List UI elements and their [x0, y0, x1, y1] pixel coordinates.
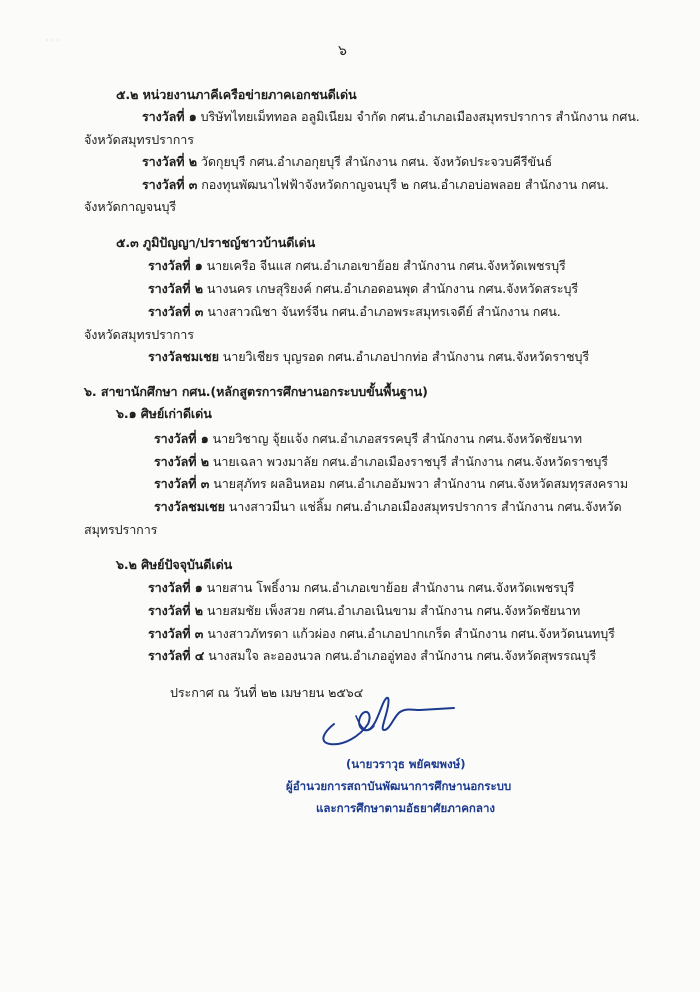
award-label: รางวัลชมเชย	[148, 349, 219, 364]
award-line	[154, 475, 628, 493]
award-line-cont: จังหวัดสมุทรปราการ	[84, 132, 194, 147]
award-label: รางวัลที่ ๒	[148, 603, 203, 618]
handwritten-signature	[316, 686, 466, 750]
section-6-2-heading: ๖.๒ ศิษย์ปัจจุบันดีเด่น	[116, 557, 233, 572]
award-text: นายสาน โพธิ์งาม กศน.อำเภอเขาย้อย สำนักงาน กศน.จังหวัดเพชรบุรี	[206, 580, 575, 595]
award-text: นายสุภัทร ผลอินหอม กศน.อำเภออัมพวา สำนักงาน กศน.จังหวัดสมทุรสงคราม	[213, 476, 629, 491]
award-label: รางวัลที่ ๒	[148, 281, 203, 296]
award-line	[142, 153, 552, 171]
award-line	[154, 430, 582, 448]
award-line-cont: จังหวัดสมุทรปราการ	[84, 327, 194, 342]
award-line	[148, 348, 589, 366]
award-label: รางวัลชมเชย	[154, 499, 225, 514]
award-label: รางวัลที่ ๓	[142, 177, 198, 192]
award-label: รางวัลที่ ๑	[154, 431, 209, 446]
award-line	[148, 579, 574, 597]
award-text: นางสาวภัทรดา แก้วผ่อง กศน.อำเภอปากเกร็ด สำนักงาน กศน.จังหวัดนนทบุรี	[207, 626, 615, 641]
award-line	[148, 257, 566, 275]
award-text: กองทุนพัฒนาไฟฟ้าจังหวัดกาญจนบุรี ๒ กศน.อำเภอบ่อพลอย สำนักงาน กศน.	[201, 177, 609, 192]
award-line-cont: สมุทรปราการ	[84, 522, 158, 537]
award-text: นายวิเชียร บุญรอด กศน.อำเภอปากท่อ สำนักงาน กศน.จังหวัดราชบุรี	[222, 349, 590, 364]
award-label: รางวัลที่ ๒	[142, 154, 197, 169]
signer-name: (นายวราวุธ พยัคฆพงษ์)	[346, 757, 466, 771]
signer-title-line1: ผู้อำนวยการสถาบันพัฒนาการศึกษานอกระบบ	[286, 779, 512, 793]
scan-speck: · · ·	[46, 36, 59, 45]
award-text: นายเฉลา พวงมาลัย กศน.อำเภอเมืองราชบุรี สำนักงาน กศน.จังหวัดราชบุรี	[212, 454, 608, 469]
award-line	[154, 453, 608, 471]
award-label: รางวัลที่ ๓	[154, 476, 210, 491]
award-line	[148, 280, 578, 298]
award-line	[148, 602, 580, 620]
award-line	[148, 303, 561, 321]
award-text: วัดกุยบุรี กศน.อำเภอกุยบุรี สำนักงาน กศน. จังหวัดประจวบคีรีขันธ์	[200, 154, 553, 169]
award-text: นายสมชัย เพ็งสวย กศน.อำเภอเนินขาม สำนักงาน กศน.จังหวัดชัยนาท	[206, 603, 581, 618]
section-6-heading: ๖. สาขานักศึกษา กศน.(หลักสูตรการศึกษานอกระบบขั้นพื้นฐาน)	[84, 384, 428, 399]
page-number: ๖	[338, 43, 347, 59]
award-line-cont: จังหวัดกาญจนบุรี	[84, 199, 177, 214]
award-text: บริษัทไทยเม็ททอล อลูมิเนียม จำกัด กศน.อำเภอเมืองสมุทรปราการ สำนักงาน กศน.	[200, 109, 640, 124]
signer-title-line2: และการศึกษาตามอัธยาศัยภาคกลาง	[316, 801, 496, 815]
section-6-1-heading: ๖.๑ ศิษย์เก่าดีเด่น	[116, 406, 212, 421]
award-text: นางสมใจ ละอองนวล กศน.อำเภออู่ทอง สำนักงาน กศน.จังหวัดสุพรรณบุรี	[208, 648, 597, 663]
section-5-3-heading: ๕.๓ ภูมิปัญญา/ปราชญ์ชาวบ้านดีเด่น	[116, 235, 316, 250]
award-text: นางสาวณิชา จันทร์จีน กศน.อำเภอพระสมุทรเจดีย์ สำนักงาน กศน.	[207, 304, 561, 319]
award-label: รางวัลที่ ๓	[148, 626, 204, 641]
award-label: รางวัลที่ ๔	[148, 648, 205, 663]
award-line	[142, 176, 609, 194]
award-line	[148, 647, 596, 665]
award-label: รางวัลที่ ๑	[142, 109, 197, 124]
award-line	[154, 498, 622, 516]
award-label: รางวัลที่ ๑	[148, 580, 203, 595]
award-label: รางวัลที่ ๑	[148, 258, 203, 273]
award-text: นายวิชาญ จุ้ยแจ้ง กศน.อำเภอสรรคบุรี สำนักงาน กศน.จังหวัดชัยนาท	[212, 431, 582, 446]
award-label: รางวัลที่ ๒	[154, 454, 209, 469]
announce-date: ประกาศ ณ วันที่ ๒๒ เมษายน ๒๕๖๔	[170, 685, 364, 700]
award-line	[148, 625, 615, 643]
award-text: นางนคร เกษสุริยงค์ กศน.อำเภอดอนพุด สำนักงาน กศน.จังหวัดสระบุรี	[206, 281, 579, 296]
award-line	[142, 108, 640, 126]
award-text: นายเครือ จีนแส กศน.อำเภอเขาย้อย สำนักงาน กศน.จังหวัดเพชรบุรี	[206, 258, 566, 273]
section-5-2-heading: ๕.๒ หน่วยงานภาคีเครือข่ายภาคเอกชนดีเด่น	[116, 87, 357, 102]
award-text: นางสาวมีนา แช่ลิ้ม กศน.อำเภอเมืองสมุทรปราการ สำนักงาน กศน.จังหวัด	[228, 499, 622, 514]
award-label: รางวัลที่ ๓	[148, 304, 204, 319]
